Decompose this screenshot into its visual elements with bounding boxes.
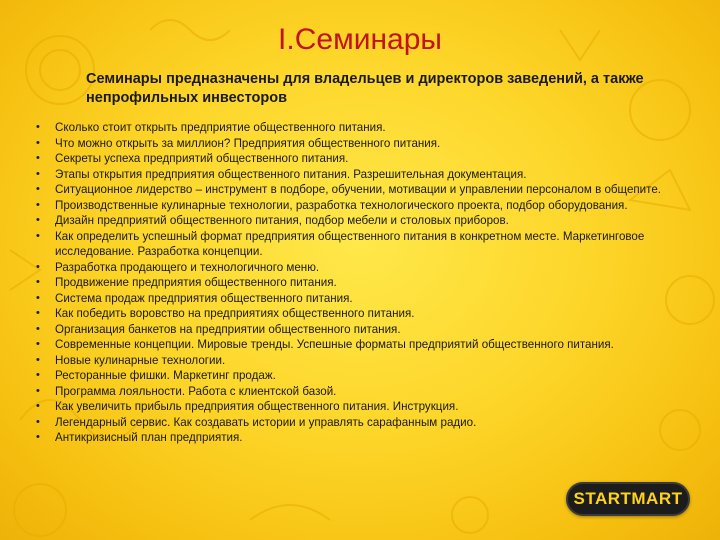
list-item: • Как победить воровство на предприятиях общественного питания. [36, 306, 686, 322]
list-item: • Организация банкетов на предприятии общественного питания. [36, 322, 686, 338]
list-item: • Программа лояльности. Работа с клиентской базой. [36, 384, 686, 400]
list-item: • Продвижение предприятия общественного питания. [36, 275, 686, 291]
page-title: I.Семинары [278, 23, 442, 56]
list-item: • Секреты успеха предприятий общественного питания. [36, 151, 686, 167]
list-item: • Ситуационное лидерство – инструмент в подборе, обучении, мотивации и управлении персоналом в общепите. [36, 182, 686, 198]
list-item: • Сколько стоит открыть предприятие общественного питания. [36, 120, 686, 136]
list-item: • Ресторанные фишки. Маркетинг продаж. [36, 368, 686, 384]
list-item: • Новые кулинарные технологии. [36, 353, 686, 369]
list-item: • Антикризисный план предприятия. [36, 430, 686, 446]
list-item: • Как определить успешный формат предприятия общественного питания в конкретном месте. Маркетинговое исследование. Разработка концепции. [36, 229, 686, 260]
list-item: • Дизайн предприятий общественного питания, подбор мебели и столовых приборов. [36, 213, 686, 229]
seminar-list [36, 120, 686, 446]
list-item: • Система продаж предприятия общественного питания. [36, 291, 686, 307]
startmart-logo: STARTMART [566, 482, 690, 516]
list-item: • Этапы открытия предприятия общественного питания. Разрешительная документация. [36, 167, 686, 183]
subtitle: Семинары предназначены для владельцев и директоров заведений, а также непрофильных инвесторов [86, 71, 644, 106]
list-item: • Легендарный сервис. Как создавать истории и управлять сарафанным радио. [36, 415, 686, 431]
list-item: • Разработка продающего и технологичного меню. [36, 260, 686, 276]
list-item: • Производственные кулинарные технологии, разработка технологического проекта, подбор оборудования. [36, 198, 686, 214]
list-item: • Современные концепции. Мировые тренды. Успешные форматы предприятий общественного питания. [36, 337, 686, 353]
list-item: • Что можно открыть за миллион? Предприятия общественного питания. [36, 136, 686, 152]
list-item: • Как увеличить прибыль предприятия общественного питания. Инструкция. [36, 399, 686, 415]
